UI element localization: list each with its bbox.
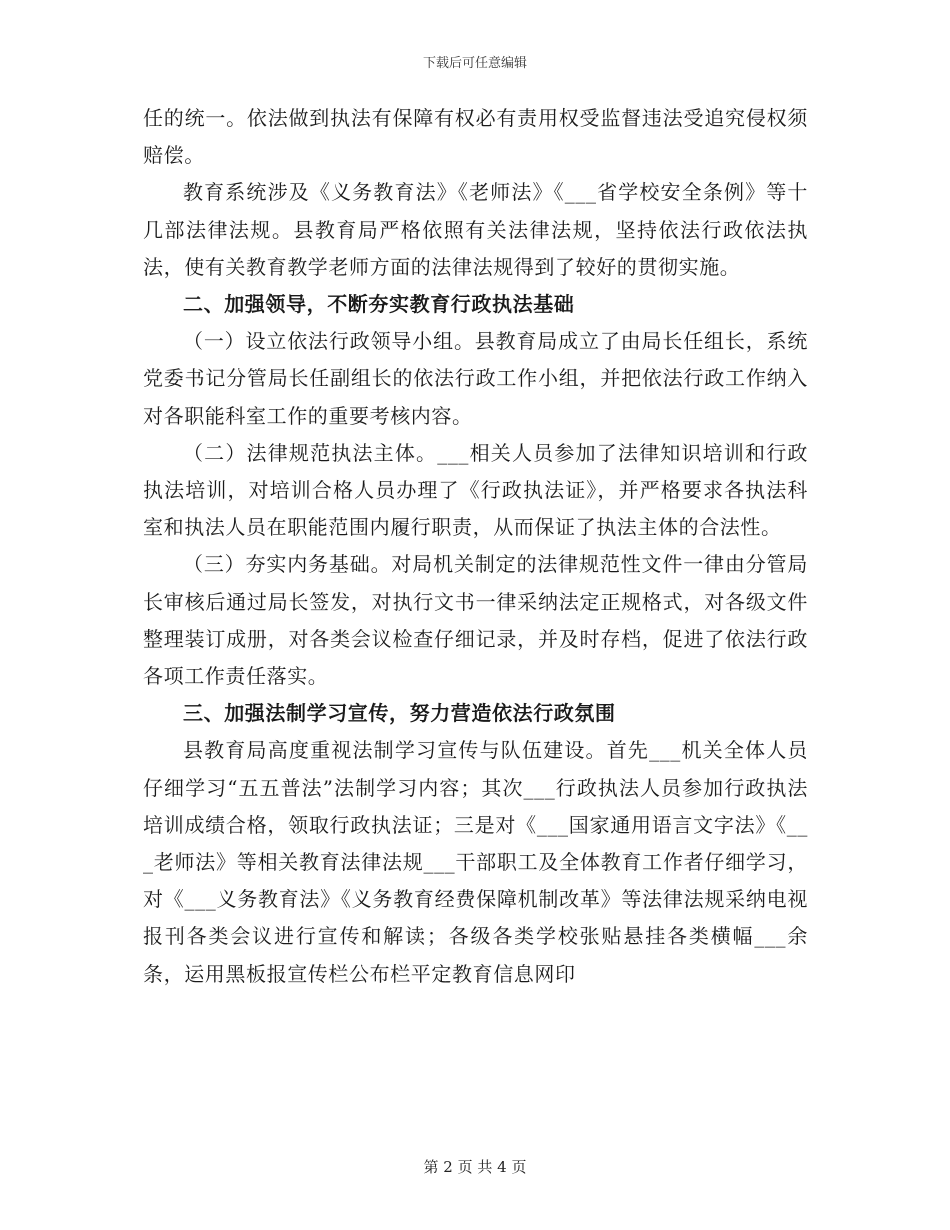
document-body <box>143 100 808 993</box>
section-heading-2: 二、加强领导，不断夯实教育行政执法基础 <box>183 292 575 317</box>
paragraph-laws: 教育系统涉及《义务教育法》《老师法》《___省学校安全条例》等十几部法律法规。县教育局严格依照有关法律法规，坚持依法行政依法执法，使有关教育教学老师方面的法律法规得到了较好的贯彻实施。 <box>143 180 808 279</box>
page-footer: 第 2 页 共 4 页 <box>423 1158 527 1176</box>
paragraph-continued: 任的统一。依法做到执法有保障有权必有责用权受监督违法受追究侵权须赔偿。 <box>143 106 808 168</box>
paragraph-publicity: 县教育局高度重视法制学习宣传与队伍建设。首先___机关全体人员仔细学习“五五普法”法制学习内容；其次___行政执法人员参加行政执法培训成绩合格，领取行政执法证；三是对《___国家通用语言文字法》《___老师法》等相关教育法律法规___干部职工及全体教育工作者仔细学习，对《___义务教育法》《义务教育经费保障机制改革》等法律法规采纳电视报刊各类会议进行宣传和解读；各级各类学校张贴悬挂各类横幅___余条，运用黑板报宣传栏公布栏平定教育信息网印 <box>143 738 808 986</box>
page-header: 下载后可任意编辑 <box>422 56 527 71</box>
paragraph-item-3: （三）夯实内务基础。对局机关制定的法律规范性文件一律由分管局长审核后通过局长签发，对执行文书一律采纳法定正规格式，对各级文件整理装订成册，对各类会议检查仔细记录，并及时存档，促进了依法行政各项工作责任落实。 <box>143 552 808 689</box>
paragraph-item-1: （一）设立依法行政领导小组。县教育局成立了由局长任组长，系统党委书记分管局长任副组长的依法行政工作小组，并把依法行政工作纳入对各职能科室工作的重要考核内容。 <box>143 329 808 428</box>
section-heading-3: 三、加强法制学习宣传，努力营造依法行政氛围 <box>183 701 616 726</box>
paragraph-item-2: （二）法律规范执法主体。___相关人员参加了法律知识培训和行政执法培训，对培训合格人员办理了《行政执法证》，并严格要求各执法科室和执法人员在职能范围内履行职责，从而保证了执法主体的合法性。 <box>143 440 808 540</box>
